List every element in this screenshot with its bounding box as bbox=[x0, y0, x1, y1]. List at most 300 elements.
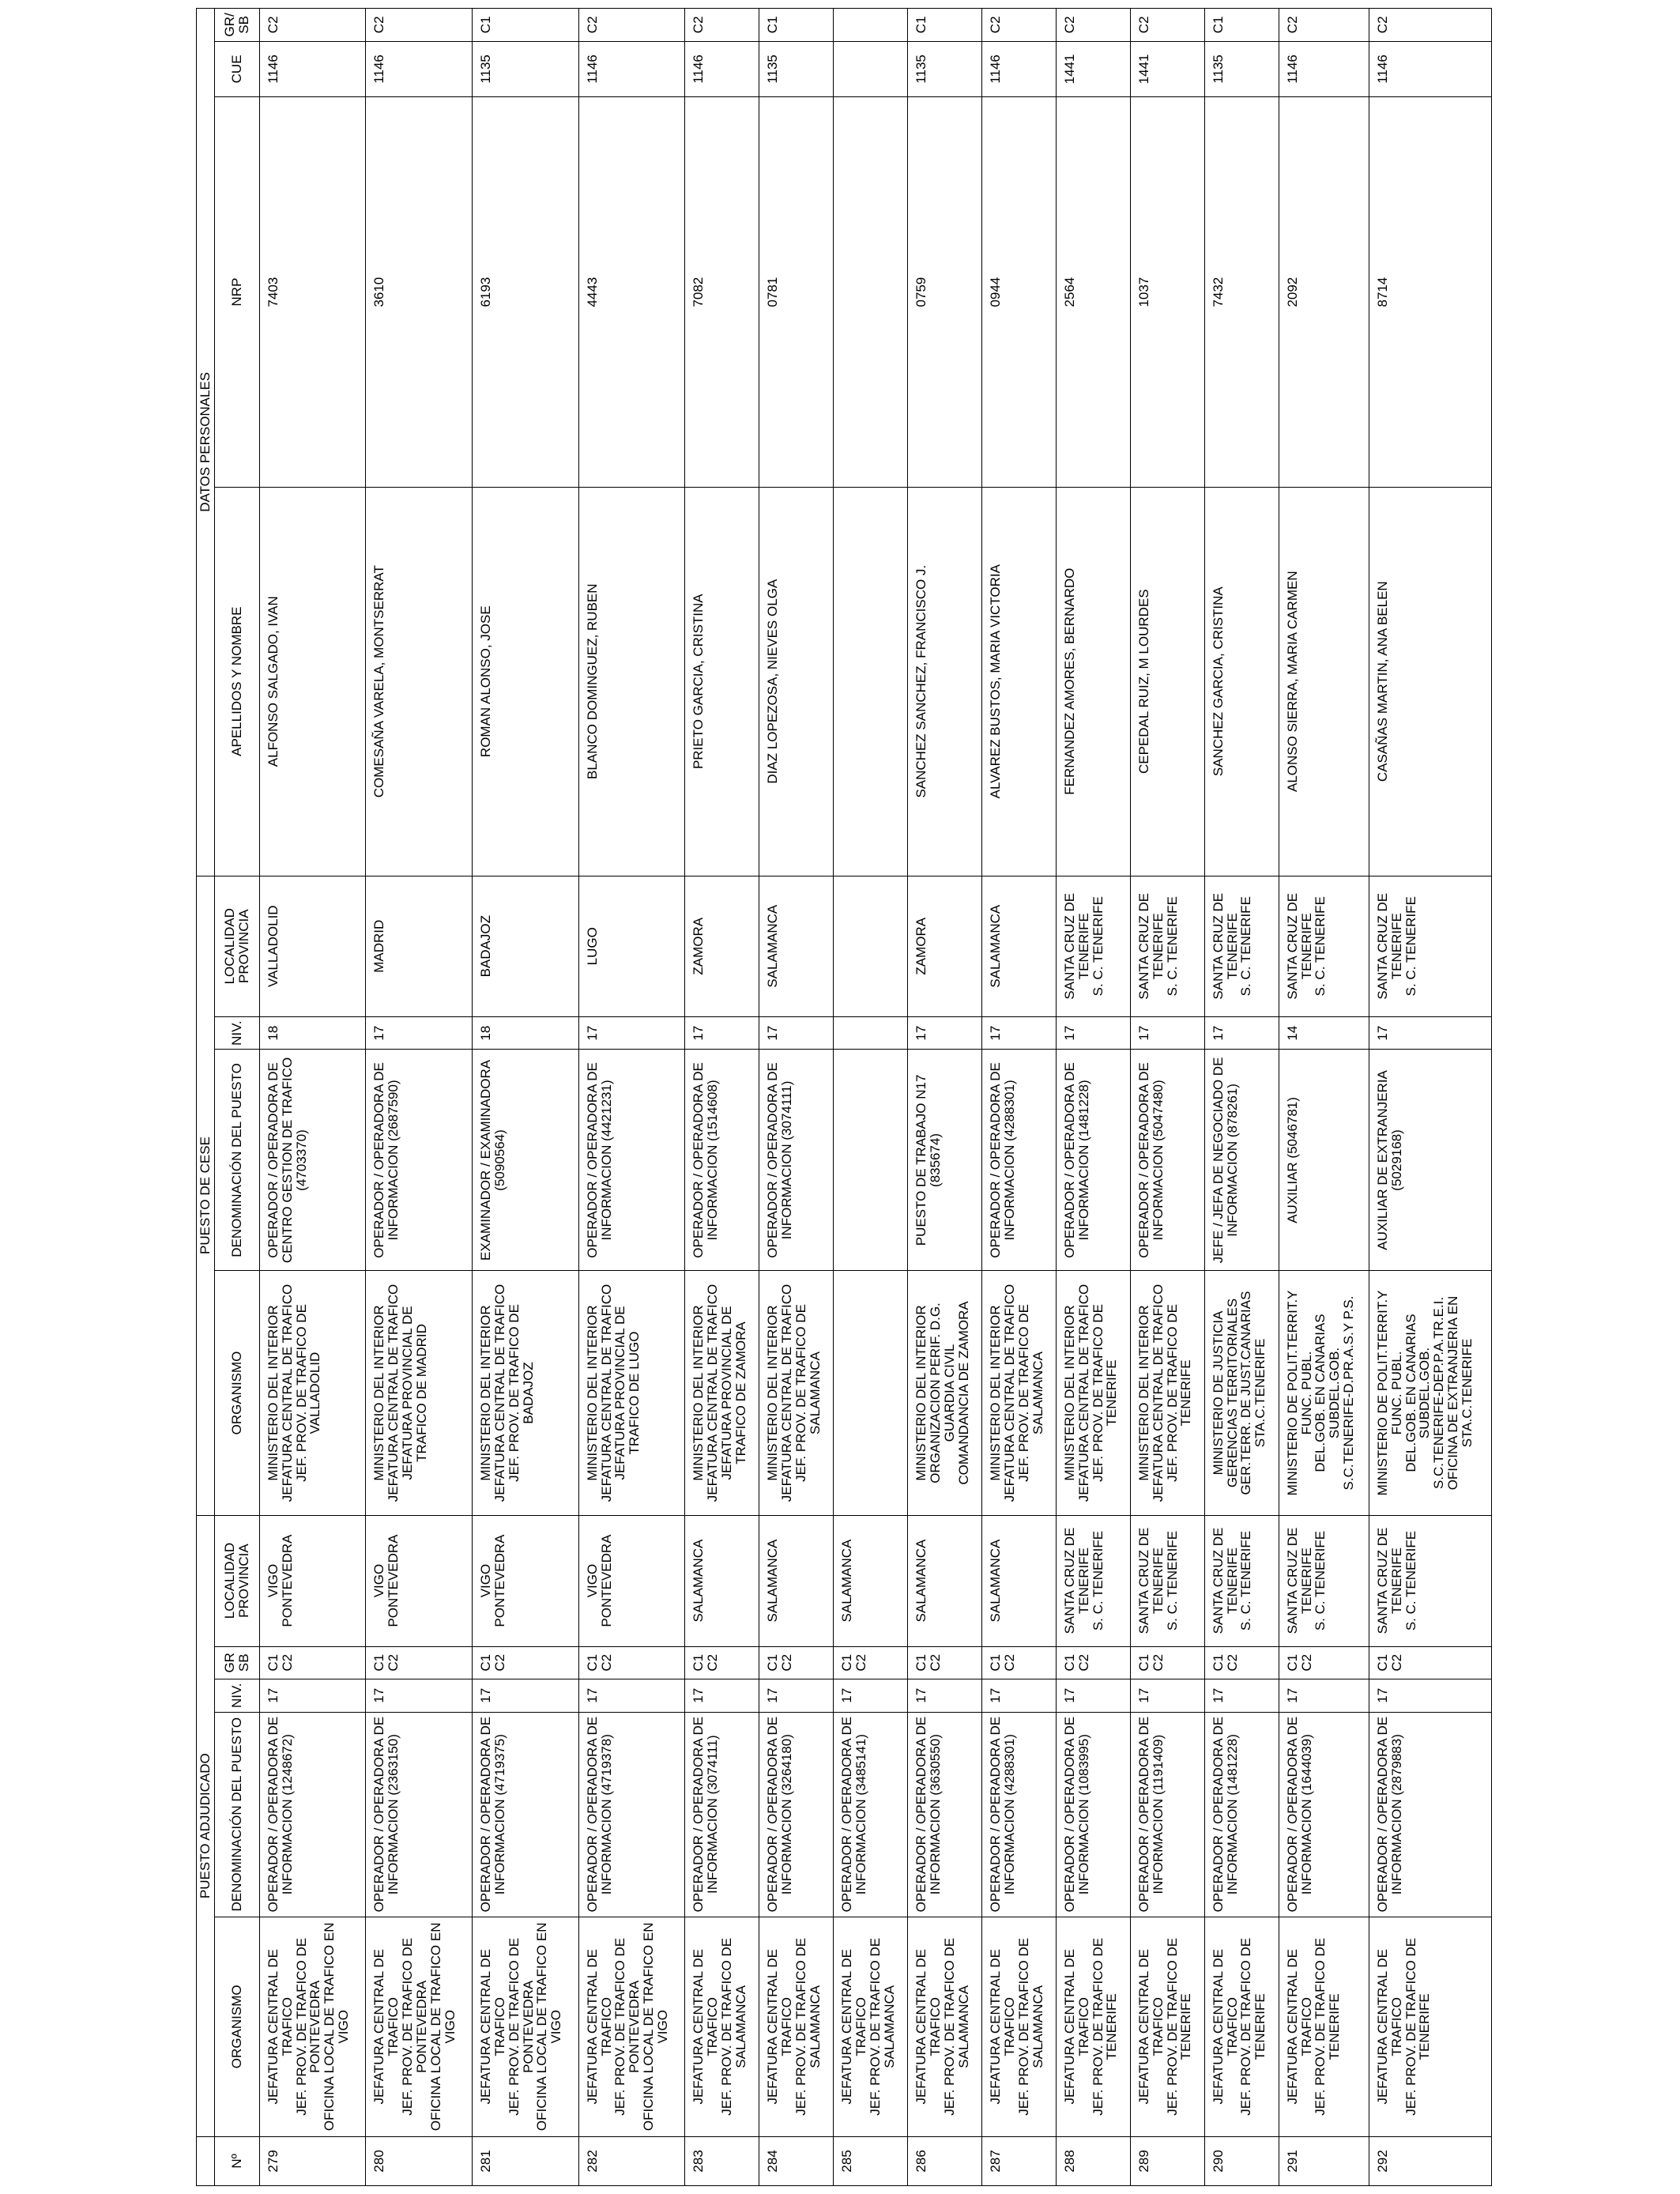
cell-cese-localidad-line: LUGO bbox=[584, 927, 600, 966]
cell-cese-organismo-line: JEFATURA PROVINCIAL DE bbox=[400, 1306, 416, 1480]
cell-adj-grsb bbox=[578, 1646, 685, 1679]
cell-adj-localidad-line: S. C. TENERIFE bbox=[1313, 1530, 1328, 1631]
adjudication-table bbox=[196, 8, 1492, 2186]
cell-adj-localidad bbox=[685, 1515, 759, 1646]
cell-adj-denominacion bbox=[259, 1712, 366, 1917]
cell-adj-localidad-line: S. C. TENERIFE bbox=[1403, 1530, 1418, 1631]
cell-cese-localidad-line: VALLADOLID bbox=[265, 905, 281, 988]
cell-cese-organismo bbox=[578, 1271, 685, 1515]
cell-cese-niv: 18 bbox=[473, 1016, 579, 1049]
cell-nrp: 7082 bbox=[685, 97, 759, 488]
cell-adj-organismo-line: OFICINA LOCAL DE TRAFICO EN bbox=[428, 1922, 443, 2132]
cell-cese-niv bbox=[834, 1016, 908, 1049]
cell-cese-denominacion-line: OPERADOR / OPERADORA DE bbox=[265, 1062, 281, 1258]
cell-cese-localidad bbox=[759, 876, 834, 1016]
cell-cese-localidad bbox=[685, 876, 759, 1016]
cell-adj-organismo-line: PONTEVEDRA bbox=[413, 1980, 429, 2073]
cell-adj-localidad-line: VIGO bbox=[478, 1563, 494, 1598]
cell-cese-organismo bbox=[259, 1271, 366, 1515]
cell-adj-niv: 17 bbox=[1204, 1679, 1279, 1712]
cell-adj-organismo bbox=[685, 1917, 759, 2136]
cell-cese-denominacion-line: OPERADOR / OPERADORA DE bbox=[765, 1062, 781, 1258]
cell-num: 284 bbox=[759, 2136, 834, 2185]
cell-apellidos-nombre: ALVAREZ BUSTOS, MARIA VICTORIA bbox=[981, 487, 1056, 876]
cell-adj-niv: 17 bbox=[908, 1679, 982, 1712]
cell-num: 289 bbox=[1130, 2136, 1204, 2185]
col-cue: CUE bbox=[214, 41, 259, 97]
page-frame bbox=[196, 8, 1492, 2186]
cell-cese-organismo-line: JEF. PROV. DE TRAFICO DE bbox=[293, 1304, 309, 1482]
cell-cese-niv: 17 bbox=[1204, 1016, 1279, 1049]
col-cese-niv: NIV. bbox=[214, 1016, 259, 1049]
cell-cue: 1146 bbox=[578, 41, 685, 97]
col-adj-localidad-line1: LOCALIDAD bbox=[222, 1542, 237, 1619]
cell-cese-organismo bbox=[1056, 1271, 1130, 1515]
cell-cese-organismo-line: JEFATURA PROVINCIAL DE bbox=[718, 1306, 734, 1480]
cell-grsb: C2 bbox=[366, 9, 473, 42]
cell-adj-denominacion-line: INFORMACION (1481228) bbox=[1224, 1734, 1240, 1895]
cell-cese-organismo-line: MINISTERIO DEL INTERIOR bbox=[1136, 1305, 1151, 1481]
cell-cese-organismo-line: S.C.TENERIFE-D.PR.A.S.Y P.S. bbox=[1341, 1295, 1357, 1491]
cell-adj-grsb-line: C1 bbox=[265, 1653, 281, 1672]
cell-cese-organismo-line: VALLADOLID bbox=[307, 1351, 323, 1434]
cell-adj-organismo-line: TRAFICO bbox=[598, 1997, 614, 2056]
cell-cese-denominacion-line: INFORMACION (1481228) bbox=[1075, 1080, 1091, 1241]
cell-cese-localidad bbox=[578, 876, 685, 1016]
cell-cese-denominacion bbox=[473, 1050, 579, 1271]
cell-cese-localidad-line: S. C. TENERIFE bbox=[1403, 896, 1418, 997]
table-row bbox=[259, 9, 366, 2186]
cell-adj-organismo-line: OFICINA LOCAL DE TRAFICO EN bbox=[641, 1922, 657, 2132]
cell-cese-denominacion-line: INFORMACION (3074111) bbox=[779, 1080, 795, 1240]
cell-adj-organismo bbox=[908, 1917, 982, 2136]
cell-num: 281 bbox=[473, 2136, 579, 2185]
cell-cese-localidad bbox=[908, 876, 982, 1016]
cell-adj-grsb bbox=[1204, 1646, 1279, 1679]
cell-adj-organismo-line: TRAFICO bbox=[1298, 1997, 1314, 2056]
cell-adj-grsb-line: C1 bbox=[1284, 1653, 1300, 1672]
cell-adj-grsb-line: C1 bbox=[1061, 1653, 1077, 1672]
cell-adj-organismo bbox=[981, 1917, 1056, 2136]
cell-adj-organismo-line: JEFATURA CENTRAL DE bbox=[371, 1949, 387, 2105]
cell-cese-organismo-line: GUARDIA CIVIL bbox=[941, 1344, 957, 1442]
cell-adj-organismo-line: JEF. PROV. DE TRAFICO DE bbox=[941, 1937, 957, 2116]
cell-nrp: 0781 bbox=[759, 97, 834, 488]
cell-cese-denominacion-line: JEFE / JEFA DE NEGOCIADO DE bbox=[1210, 1057, 1226, 1264]
cell-apellidos-nombre: FERNANDEZ AMORES, BERNARDO bbox=[1056, 487, 1130, 876]
cell-adj-organismo-line: JEF. PROV. DE TRAFICO DE bbox=[612, 1937, 628, 2116]
cell-cese-organismo-line: TENERIFE bbox=[1178, 1359, 1194, 1427]
cell-adj-localidad bbox=[578, 1515, 685, 1646]
cell-cese-localidad bbox=[366, 876, 473, 1016]
cell-cese-organismo-line: TRAFICO DE MADRID bbox=[413, 1324, 429, 1462]
col-grsb-line1: GR/ bbox=[222, 13, 237, 37]
cell-cese-localidad bbox=[981, 876, 1056, 1016]
cell-adj-denominacion-line: INFORMACION (4719378) bbox=[598, 1734, 614, 1895]
col-cese-localidad bbox=[214, 876, 259, 1016]
cell-cese-niv: 17 bbox=[1130, 1016, 1204, 1049]
cell-cue: 1441 bbox=[1130, 41, 1204, 97]
cell-cese-organismo-line: JEFATURA CENTRAL DE TRAFICO bbox=[598, 1284, 614, 1502]
cell-num: 287 bbox=[981, 2136, 1056, 2185]
cell-cese-localidad bbox=[473, 876, 579, 1016]
cell-cese-localidad-line: ZAMORA bbox=[691, 917, 706, 975]
cell-cese-localidad-line: SANTA CRUZ DE bbox=[1210, 892, 1226, 1000]
cell-cese-denominacion-line: PUESTO DE TRABAJO N17 bbox=[913, 1074, 929, 1246]
cell-adj-niv: 17 bbox=[1369, 1679, 1491, 1712]
cell-cese-organismo-line: DEL.GOB. EN CANARIAS bbox=[1313, 1314, 1328, 1472]
cell-cese-niv: 14 bbox=[1279, 1016, 1369, 1049]
cell-adj-organismo-line: JEFATURA CENTRAL DE bbox=[987, 1949, 1003, 2105]
cell-cese-organismo bbox=[1279, 1271, 1369, 1515]
cell-cese-organismo-line: OFICINA DE EXTRANJERIA EN bbox=[1445, 1295, 1461, 1491]
cell-adj-localidad-line: SANTA CRUZ DE bbox=[1061, 1527, 1077, 1634]
cell-adj-grsb bbox=[1130, 1646, 1204, 1679]
cell-adj-organismo-line: JEFATURA CENTRAL DE bbox=[839, 1949, 855, 2105]
cell-adj-niv: 17 bbox=[834, 1679, 908, 1712]
cell-cese-denominacion-line: OPERADOR / OPERADORA DE bbox=[371, 1062, 387, 1258]
cell-adj-organismo-line: JEFATURA CENTRAL DE bbox=[913, 1949, 929, 2105]
col-num: Nº bbox=[214, 2136, 259, 2185]
cell-cese-denominacion-line: OPERADOR / OPERADORA DE bbox=[1061, 1062, 1077, 1258]
cell-nrp: 8714 bbox=[1369, 97, 1491, 488]
cell-adj-denominacion-line: INFORMACION (4288301) bbox=[1001, 1734, 1017, 1895]
cell-adj-grsb-line: C2 bbox=[853, 1653, 868, 1672]
cell-cese-organismo bbox=[1369, 1271, 1491, 1515]
cell-num: 282 bbox=[578, 2136, 685, 2185]
cell-adj-denominacion-line: INFORMACION (3485141) bbox=[853, 1734, 868, 1895]
cell-adj-organismo-line: TRAFICO bbox=[1224, 1997, 1240, 2056]
cell-adj-grsb bbox=[908, 1646, 982, 1679]
cell-adj-grsb bbox=[834, 1646, 908, 1679]
cell-adj-grsb bbox=[366, 1646, 473, 1679]
cell-adj-organismo-line: JEF. PROV. DE TRAFICO DE bbox=[718, 1937, 734, 2116]
cell-cese-denominacion-line: OPERADOR / OPERADORA DE bbox=[1136, 1062, 1151, 1258]
cell-adj-organismo bbox=[759, 1917, 834, 2136]
cell-cue: 1146 bbox=[366, 41, 473, 97]
cell-cese-organismo-line: JEF. PROV. DE TRAFICO DE bbox=[1164, 1304, 1180, 1482]
cell-adj-organismo-line: JEFATURA CENTRAL DE bbox=[478, 1949, 494, 2105]
cell-cese-denominacion bbox=[1279, 1050, 1369, 1271]
cell-adj-localidad bbox=[981, 1515, 1056, 1646]
cell-adj-organismo bbox=[834, 1917, 908, 2136]
cell-adj-grsb-line: C1 bbox=[765, 1653, 781, 1672]
cell-adj-localidad bbox=[908, 1515, 982, 1646]
cell-cese-denominacion bbox=[834, 1050, 908, 1271]
cell-adj-organismo bbox=[366, 1917, 473, 2136]
cell-adj-denominacion-line: INFORMACION (3264180) bbox=[779, 1734, 795, 1895]
cell-adj-niv: 17 bbox=[981, 1679, 1056, 1712]
cell-cese-organismo-line: JEF. PROV. DE TRAFICO DE bbox=[1090, 1304, 1106, 1482]
cell-adj-denominacion-line: INFORMACION (2363150) bbox=[386, 1734, 401, 1895]
cell-adj-denominacion bbox=[1279, 1712, 1369, 1917]
cell-cese-organismo-line: MINISTERIO DEL INTERIOR bbox=[765, 1305, 781, 1481]
cell-adj-organismo-line: VIGO bbox=[336, 2010, 352, 2044]
cell-adj-localidad-line: PONTEVEDRA bbox=[598, 1534, 614, 1627]
cell-adj-localidad bbox=[834, 1515, 908, 1646]
col-adj-denominacion: DENOMINACIÓN DEL PUESTO bbox=[214, 1712, 259, 1917]
cell-cese-organismo-line: SALAMANCA bbox=[1030, 1351, 1045, 1434]
cell-cese-localidad bbox=[259, 876, 366, 1016]
cell-nrp: 0944 bbox=[981, 97, 1056, 488]
cell-nrp: 1037 bbox=[1130, 97, 1204, 488]
cell-cese-organismo-line: SUBDEL.GOB. bbox=[1417, 1347, 1433, 1439]
cell-num: 290 bbox=[1204, 2136, 1279, 2185]
cell-cese-organismo bbox=[908, 1271, 982, 1515]
cell-adj-grsb bbox=[1369, 1646, 1491, 1679]
cell-adj-grsb-line: C2 bbox=[705, 1653, 721, 1672]
cell-cese-organismo-line: JEF. PROV. DE TRAFICO DE bbox=[506, 1304, 522, 1482]
table-row bbox=[685, 9, 759, 2186]
cell-grsb: C2 bbox=[1279, 9, 1369, 42]
cell-adj-organismo-line: JEF. PROV. DE TRAFICO DE bbox=[1403, 1937, 1418, 2116]
cell-adj-organismo-line: SALAMANCA bbox=[1030, 1985, 1045, 2068]
cell-cese-organismo-line: MINISTERIO DEL INTERIOR bbox=[913, 1305, 929, 1481]
cell-adj-grsb bbox=[259, 1646, 366, 1679]
cell-adj-grsb-line: C1 bbox=[1136, 1653, 1151, 1672]
cell-adj-niv: 17 bbox=[685, 1679, 759, 1712]
cell-adj-localidad-line: VIGO bbox=[265, 1563, 281, 1598]
cell-apellidos-nombre: CEPEDAL RUIZ, M LOURDES bbox=[1130, 487, 1204, 876]
cell-adj-organismo bbox=[259, 1917, 366, 2136]
cell-cese-denominacion-line: AUXILIAR DE EXTRANJERIA bbox=[1374, 1070, 1390, 1250]
cell-cese-niv: 17 bbox=[908, 1016, 982, 1049]
cell-adj-denominacion-line: OPERADOR / OPERADORA DE bbox=[1284, 1716, 1300, 1913]
cell-adj-grsb-line: C2 bbox=[1001, 1653, 1017, 1672]
cell-adj-organismo-line: TRAFICO bbox=[1388, 1997, 1404, 2056]
col-adj-grsb-line1: GR bbox=[222, 1653, 237, 1673]
cell-nrp: 4443 bbox=[578, 97, 685, 488]
cell-adj-organismo-line: JEF. PROV. DE TRAFICO DE bbox=[1015, 1937, 1031, 2116]
cell-cese-localidad-line: TENERIFE bbox=[1388, 913, 1404, 980]
cell-adj-localidad bbox=[366, 1515, 473, 1646]
cell-adj-grsb bbox=[1056, 1646, 1130, 1679]
cell-adj-denominacion bbox=[685, 1712, 759, 1917]
cell-cese-organismo-line: DEL.GOB. EN CANARIAS bbox=[1403, 1314, 1418, 1472]
cell-cese-denominacion-line: (835674) bbox=[927, 1133, 943, 1187]
cell-adj-localidad-line: SALAMANCA bbox=[839, 1539, 855, 1623]
cell-adj-grsb-line: C2 bbox=[598, 1653, 614, 1672]
cell-adj-organismo-line: TRAFICO bbox=[279, 1997, 295, 2056]
cell-adj-denominacion-line: OPERADOR / OPERADORA DE bbox=[987, 1716, 1003, 1913]
cell-adj-localidad-line: VIGO bbox=[584, 1563, 600, 1598]
cell-adj-grsb-line: C1 bbox=[839, 1653, 855, 1672]
cell-cese-organismo-line: JEF. PROV. DE TRAFICO DE bbox=[1015, 1304, 1031, 1482]
cell-adj-organismo-line: TRAFICO bbox=[779, 1997, 795, 2056]
cell-cese-denominacion bbox=[578, 1050, 685, 1271]
cell-adj-organismo-line: OFICINA LOCAL DE TRAFICO EN bbox=[534, 1922, 550, 2132]
cell-cese-organismo-line: MINISTERIO DE JUSTICIA bbox=[1210, 1310, 1226, 1476]
cell-cese-localidad-line: BADAJOZ bbox=[478, 915, 494, 978]
cell-adj-grsb-line: C2 bbox=[1388, 1653, 1404, 1672]
cell-adj-niv: 17 bbox=[1279, 1679, 1369, 1712]
cell-adj-organismo-line: TENERIFE bbox=[1327, 1993, 1343, 2060]
cell-adj-organismo-line: TRAFICO bbox=[705, 1997, 721, 2056]
cell-adj-localidad-line: PONTEVEDRA bbox=[279, 1534, 295, 1627]
cell-cue: 1135 bbox=[908, 41, 982, 97]
cell-adj-localidad bbox=[1279, 1515, 1369, 1646]
cell-cese-denominacion bbox=[685, 1050, 759, 1271]
cell-cese-organismo-line: TRAFICO DE ZAMORA bbox=[733, 1321, 748, 1465]
cell-adj-organismo-line: JEF. PROV. DE TRAFICO DE bbox=[293, 1937, 309, 2116]
col-grsb-line2: SB bbox=[235, 15, 251, 34]
cell-cese-organismo-line: MINISTERIO DEL INTERIOR bbox=[265, 1305, 281, 1481]
cell-cese-organismo bbox=[759, 1271, 834, 1515]
cell-adj-localidad bbox=[1369, 1515, 1491, 1646]
cell-apellidos-nombre: ALFONSO SALGADO, IVAN bbox=[259, 487, 366, 876]
cell-adj-localidad-line: TENERIFE bbox=[1075, 1547, 1091, 1615]
cell-num: 288 bbox=[1056, 2136, 1130, 2185]
cell-adj-localidad-line: PONTEVEDRA bbox=[386, 1534, 401, 1627]
cell-adj-organismo-line: TENERIFE bbox=[1104, 1993, 1120, 2060]
cell-adj-grsb-line: C1 bbox=[913, 1653, 929, 1672]
cell-adj-grsb bbox=[685, 1646, 759, 1679]
col-adj-grsb-line2: SB bbox=[235, 1653, 251, 1672]
cell-adj-grsb-line: C2 bbox=[1224, 1653, 1240, 1672]
cell-cese-denominacion bbox=[1130, 1050, 1204, 1271]
cell-cese-localidad bbox=[1204, 876, 1279, 1016]
cell-apellidos-nombre: ROMAN ALONSO, JOSE bbox=[473, 487, 579, 876]
group-datos-personales: DATOS PERSONALES bbox=[197, 9, 215, 876]
cell-adj-localidad-line: SANTA CRUZ DE bbox=[1284, 1527, 1300, 1634]
cell-grsb: C2 bbox=[1056, 9, 1130, 42]
cell-grsb: C2 bbox=[981, 9, 1056, 42]
cell-cese-organismo-line: JEFATURA CENTRAL DE TRAFICO bbox=[1150, 1284, 1166, 1502]
cell-adj-localidad-line: VIGO bbox=[371, 1563, 387, 1598]
cell-cese-denominacion bbox=[1369, 1050, 1491, 1271]
cell-nrp: 6193 bbox=[473, 97, 579, 488]
cell-grsb: C2 bbox=[685, 9, 759, 42]
table-row bbox=[1130, 9, 1204, 2186]
cell-adj-localidad-line: SALAMANCA bbox=[987, 1539, 1003, 1623]
cell-apellidos-nombre: PRIETO GARCIA, CRISTINA bbox=[685, 487, 759, 876]
cell-cue: 1146 bbox=[1369, 41, 1491, 97]
cell-adj-denominacion-line: INFORMACION (3630550) bbox=[927, 1734, 943, 1895]
cell-adj-denominacion-line: INFORMACION (1248672) bbox=[279, 1734, 295, 1895]
table-body bbox=[259, 9, 1491, 2186]
cell-cese-organismo bbox=[685, 1271, 759, 1515]
cell-adj-localidad-line: S. C. TENERIFE bbox=[1164, 1530, 1180, 1631]
cell-adj-organismo-line: TENERIFE bbox=[1252, 1993, 1268, 2060]
cell-adj-localidad-line: SALAMANCA bbox=[691, 1539, 706, 1623]
cell-cese-localidad bbox=[1130, 876, 1204, 1016]
cell-adj-niv: 17 bbox=[578, 1679, 685, 1712]
cell-adj-denominacion bbox=[1369, 1712, 1491, 1917]
cell-adj-grsb-line: C2 bbox=[492, 1653, 507, 1672]
cell-adj-organismo-line: SALAMANCA bbox=[807, 1985, 823, 2068]
cell-adj-grsb-line: C2 bbox=[279, 1653, 295, 1672]
cell-cese-localidad-line: S. C. TENERIFE bbox=[1238, 896, 1254, 997]
cell-adj-organismo-line: JEFATURA CENTRAL DE bbox=[265, 1949, 281, 2105]
cell-cese-niv: 17 bbox=[366, 1016, 473, 1049]
cell-cese-organismo-line: MINISTERIO DEL INTERIOR bbox=[691, 1305, 706, 1481]
cell-grsb: C1 bbox=[759, 9, 834, 42]
cell-cese-denominacion bbox=[1204, 1050, 1279, 1271]
cell-adj-organismo-line: JEF. PROV. DE TRAFICO DE bbox=[1164, 1937, 1180, 2116]
cell-adj-niv: 17 bbox=[473, 1679, 579, 1712]
cell-adj-grsb bbox=[759, 1646, 834, 1679]
cell-adj-denominacion bbox=[578, 1712, 685, 1917]
cell-adj-organismo-line: SALAMANCA bbox=[733, 1985, 748, 2068]
cell-cese-niv: 17 bbox=[1369, 1016, 1491, 1049]
cell-adj-denominacion-line: OPERADOR / OPERADORA DE bbox=[265, 1716, 281, 1913]
cell-adj-niv: 17 bbox=[1056, 1679, 1130, 1712]
cell-cese-organismo-line: MINISTERIO DEL INTERIOR bbox=[584, 1305, 600, 1481]
cell-grsb: C2 bbox=[259, 9, 366, 42]
cell-cese-localidad-line: S. C. TENERIFE bbox=[1313, 896, 1328, 997]
cell-apellidos-nombre: COMESAÑA VARELA, MONTSERRAT bbox=[366, 487, 473, 876]
cell-cue: 1146 bbox=[259, 41, 366, 97]
group-puesto-de-cese: PUESTO DE CESE bbox=[197, 876, 215, 1515]
cell-adj-organismo-line: JEFATURA CENTRAL DE bbox=[1210, 1949, 1226, 2105]
cell-cese-organismo-line: MINISTERIO DE POLIT.TERRIT.Y bbox=[1284, 1290, 1300, 1496]
cell-cese-organismo-line: COMANDANCIA DE ZAMORA bbox=[955, 1301, 971, 1485]
table-row bbox=[1056, 9, 1130, 2186]
cell-num: 291 bbox=[1279, 2136, 1369, 2185]
cell-adj-organismo-line: VIGO bbox=[654, 2010, 670, 2044]
table-row bbox=[981, 9, 1056, 2186]
cell-adj-denominacion bbox=[1056, 1712, 1130, 1917]
cell-cese-denominacion-line: EXAMINADOR / EXAMINADORA bbox=[478, 1059, 494, 1261]
cell-grsb: C2 bbox=[578, 9, 685, 42]
cell-cese-organismo-line: JEFATURA CENTRAL DE TRAFICO bbox=[1075, 1284, 1091, 1502]
table-row bbox=[1369, 9, 1491, 2186]
cell-adj-organismo bbox=[1369, 1917, 1491, 2136]
cell-adj-grsb-line: C1 bbox=[371, 1653, 387, 1672]
col-adj-localidad-line2: PROVINCIA bbox=[235, 1544, 251, 1618]
group-puesto-adjudicado: PUESTO ADJUDICADO bbox=[197, 1515, 215, 2136]
cell-adj-organismo-line: JEF. PROV. DE TRAFICO DE bbox=[400, 1937, 416, 2116]
cell-adj-denominacion-line: OPERADOR / OPERADORA DE bbox=[691, 1716, 706, 1913]
cell-adj-denominacion bbox=[1204, 1712, 1279, 1917]
cell-adj-localidad bbox=[1056, 1515, 1130, 1646]
cell-cese-localidad bbox=[1279, 876, 1369, 1016]
col-nrp: NRP bbox=[214, 97, 259, 488]
cell-cese-organismo-line: SALAMANCA bbox=[807, 1351, 823, 1434]
cell-adj-denominacion bbox=[908, 1712, 982, 1917]
cell-adj-localidad-line: SANTA CRUZ DE bbox=[1210, 1527, 1226, 1634]
cell-adj-organismo-line: TENERIFE bbox=[1417, 1993, 1433, 2060]
cell-cese-denominacion-line: OPERADOR / OPERADORA DE bbox=[584, 1062, 600, 1258]
cell-cese-organismo-line: TENERIFE bbox=[1104, 1359, 1120, 1427]
cell-adj-denominacion-line: INFORMACION (3074111) bbox=[705, 1735, 721, 1894]
cell-adj-denominacion bbox=[473, 1712, 579, 1917]
cell-cese-localidad bbox=[1369, 876, 1491, 1016]
cell-cue: 1135 bbox=[1204, 41, 1279, 97]
cell-adj-localidad-line: SANTA CRUZ DE bbox=[1136, 1527, 1151, 1634]
cell-cese-organismo-line: TRAFICO DE LUGO bbox=[627, 1331, 642, 1455]
cell-adj-denominacion bbox=[1130, 1712, 1204, 1917]
col-cese-denominacion: DENOMINACIÓN DEL PUESTO bbox=[214, 1050, 259, 1271]
cell-adj-grsb-line: C1 bbox=[1374, 1653, 1390, 1672]
cell-grsb: C1 bbox=[1204, 9, 1279, 42]
cell-cese-denominacion bbox=[908, 1050, 982, 1271]
cell-adj-localidad-line: PONTEVEDRA bbox=[492, 1534, 507, 1627]
table-row bbox=[1204, 9, 1279, 2186]
table-row bbox=[366, 9, 473, 2186]
cell-cese-localidad-line: S. C. TENERIFE bbox=[1164, 896, 1180, 997]
cell-adj-organismo-line: TRAFICO bbox=[386, 1997, 401, 2056]
cell-adj-localidad-line: S. C. TENERIFE bbox=[1238, 1530, 1254, 1631]
cell-cese-denominacion-line: INFORMACION (878261) bbox=[1224, 1084, 1240, 1237]
cell-cue: 1146 bbox=[1279, 41, 1369, 97]
cell-cese-organismo-line: MINISTERIO DEL INTERIOR bbox=[987, 1305, 1003, 1481]
cell-adj-denominacion-line: OPERADOR / OPERADORA DE bbox=[584, 1716, 600, 1913]
cell-cese-denominacion-line: CENTRO GESTION DE TRAFICO bbox=[279, 1057, 295, 1264]
cell-adj-denominacion bbox=[834, 1712, 908, 1917]
cell-cese-denominacion-line: (5029168) bbox=[1388, 1129, 1404, 1191]
cell-cese-niv: 17 bbox=[981, 1016, 1056, 1049]
